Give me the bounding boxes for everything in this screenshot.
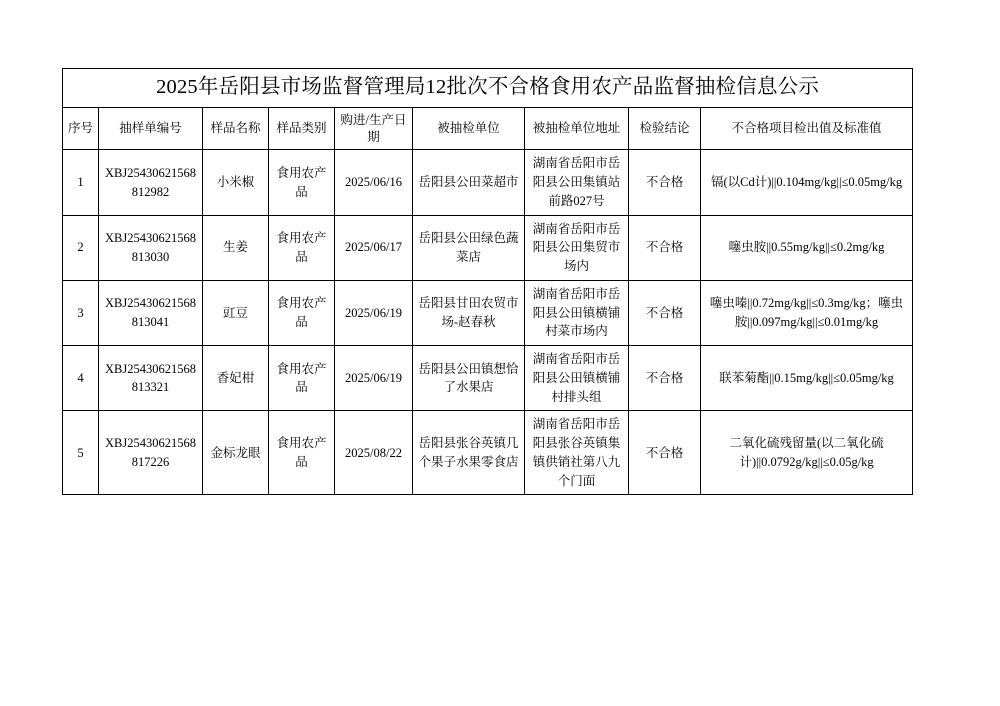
cell-unit: 岳阳县甘田农贸市场-赵春秋	[413, 280, 525, 345]
page-title: 2025年岳阳县市场监督管理局12批次不合格食用农产品监督抽检信息公示	[63, 69, 913, 108]
column-header-unit: 被抽检单位	[413, 107, 525, 150]
cell-date: 2025/08/22	[335, 411, 413, 495]
cell-sample-name: 豇豆	[203, 280, 269, 345]
cell-failed-item: 镉(以Cd计)||0.104mg/kg||≤0.05mg/kg	[701, 150, 913, 215]
inspection-results-table	[62, 68, 913, 495]
table-row	[63, 280, 913, 345]
cell-unit: 岳阳县张谷英镇几个果子水果零食店	[413, 411, 525, 495]
cell-address: 湖南省岳阳市岳阳县公田集贸市场内	[525, 215, 629, 280]
cell-sampling-code: XBJ25430621568817226	[99, 411, 203, 495]
cell-index: 4	[63, 346, 99, 411]
column-header-sampling-code: 抽样单编号	[99, 107, 203, 150]
cell-unit: 岳阳县公田菜超市	[413, 150, 525, 215]
column-header-index: 序号	[63, 107, 99, 150]
cell-date: 2025/06/17	[335, 215, 413, 280]
cell-address: 湖南省岳阳市岳阳县公田集镇站前路027号	[525, 150, 629, 215]
cell-index: 2	[63, 215, 99, 280]
cell-failed-item: 联苯菊酯||0.15mg/kg||≤0.05mg/kg	[701, 346, 913, 411]
cell-conclusion: 不合格	[629, 150, 701, 215]
cell-sample-name: 金标龙眼	[203, 411, 269, 495]
column-header-sample-name: 样品名称	[203, 107, 269, 150]
cell-conclusion: 不合格	[629, 411, 701, 495]
cell-index: 3	[63, 280, 99, 345]
cell-conclusion: 不合格	[629, 215, 701, 280]
cell-date: 2025/06/19	[335, 346, 413, 411]
cell-sample-type: 食用农产品	[269, 411, 335, 495]
cell-index: 1	[63, 150, 99, 215]
cell-sampling-code: XBJ25430621568813321	[99, 346, 203, 411]
cell-conclusion: 不合格	[629, 280, 701, 345]
cell-sampling-code: XBJ25430621568813030	[99, 215, 203, 280]
cell-address: 湖南省岳阳市岳阳县张谷英镇集镇供销社第八九个门面	[525, 411, 629, 495]
cell-address: 湖南省岳阳市岳阳县公田镇横铺村排头组	[525, 346, 629, 411]
table-row	[63, 150, 913, 215]
column-header-failed-item: 不合格项目检出值及标准值	[701, 107, 913, 150]
cell-date: 2025/06/19	[335, 280, 413, 345]
column-header-address: 被抽检单位地址	[525, 107, 629, 150]
column-header-sample-type: 样品类别	[269, 107, 335, 150]
cell-failed-item: 噻虫嗪||0.72mg/kg||≤0.3mg/kg；噻虫胺||0.097mg/kg||≤0.01mg/kg	[701, 280, 913, 345]
cell-unit: 岳阳县公田镇想恰了水果店	[413, 346, 525, 411]
cell-sampling-code: XBJ25430621568813041	[99, 280, 203, 345]
cell-unit: 岳阳县公田绿色蔬菜店	[413, 215, 525, 280]
cell-failed-item: 噻虫胺||0.55mg/kg||≤0.2mg/kg	[701, 215, 913, 280]
cell-sample-name: 香妃柑	[203, 346, 269, 411]
cell-failed-item: 二氧化硫残留量(以二氧化硫计)||0.0792g/kg||≤0.05g/kg	[701, 411, 913, 495]
table-header-row	[63, 107, 913, 150]
column-header-conclusion: 检验结论	[629, 107, 701, 150]
table-body	[63, 69, 913, 495]
cell-sample-name: 生姜	[203, 215, 269, 280]
cell-sample-type: 食用农产品	[269, 215, 335, 280]
table-row	[63, 411, 913, 495]
cell-address: 湖南省岳阳市岳阳县公田镇横铺村菜市场内	[525, 280, 629, 345]
cell-sample-type: 食用农产品	[269, 150, 335, 215]
column-header-date: 购进/生产日期	[335, 107, 413, 150]
cell-sample-type: 食用农产品	[269, 346, 335, 411]
cell-index: 5	[63, 411, 99, 495]
title-row	[63, 69, 913, 108]
cell-date: 2025/06/16	[335, 150, 413, 215]
cell-conclusion: 不合格	[629, 346, 701, 411]
cell-sampling-code: XBJ25430621568812982	[99, 150, 203, 215]
cell-sample-name: 小米椒	[203, 150, 269, 215]
cell-sample-type: 食用农产品	[269, 280, 335, 345]
table-row	[63, 215, 913, 280]
table-row	[63, 346, 913, 411]
document-body	[62, 68, 904, 495]
